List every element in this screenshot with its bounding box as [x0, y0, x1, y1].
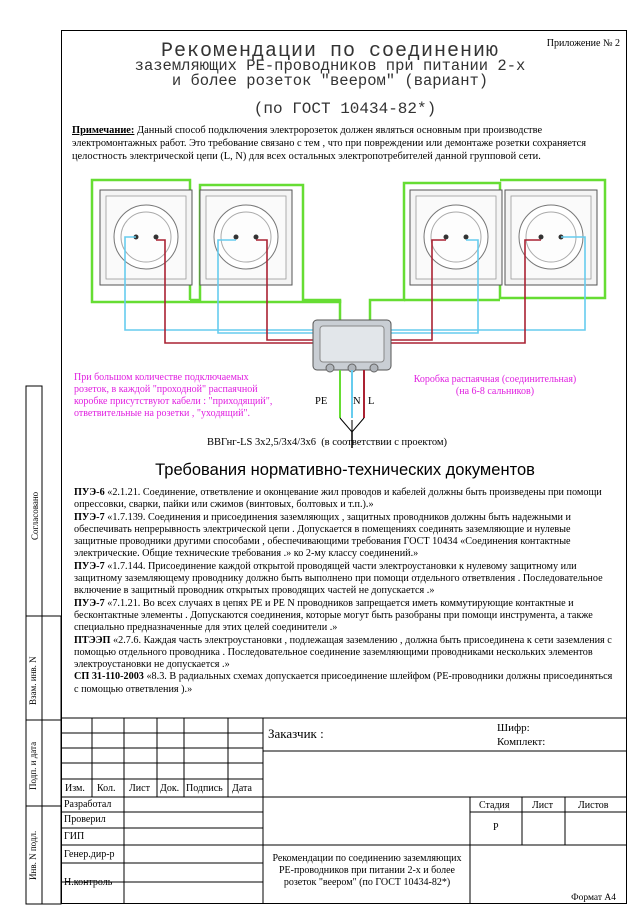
title-line-3: и более розеток "веером" (вариант): [171, 72, 489, 90]
set-label: Комплект:: [497, 736, 546, 748]
title-subtitle: (по ГОСТ 10434-82*): [253, 100, 437, 118]
requirements-title: Требования нормативно-технических документов: [155, 461, 535, 479]
box-label-line-1: Коробка распаячная (соединительная): [413, 374, 577, 385]
side-inv-orig: Инв. N подл.: [28, 830, 38, 880]
requirement-text: «2.7.6. Каждая часть электроустановки , подлежащая заземлению , должна быть присоединена к сети заземления с помощью отдельного проводника . Последовательное соединение заземляющими проводниками нескольких элементов электроустановки не допускается .»: [74, 634, 612, 671]
col-signature: Подпись: [186, 783, 223, 794]
requirement-text: «2.1.21. Соединение, ответвление и оконцевание жил проводов и кабелей должны быть произведены при помощи опрессовки, сварки, пайки или сжимов (винтовых, болтовых и т.п.).»: [74, 487, 602, 511]
cipher-label: Шифр:: [497, 722, 530, 734]
left-note-line: При большом количестве подключаемых: [74, 372, 249, 383]
requirement-code: ПУЭ-6: [74, 487, 105, 498]
note-label: Примечание:: [72, 125, 135, 136]
cable-type: ВВГнг-LS 3х2,5/3х4/3х6: [207, 437, 316, 448]
requirement-text: «1.7.139. Соединения и присоединения заземляющих , защитных проводников должны быть надежными и обеспечивать непрерывность электрической цепи . Допускается в помещениях соединять заземляющие и нулевые защитные проводники другими способами , обеспечивающими требования ГОСТ 10434 «Соединения контактные электрические. Общие технические требования .» ко 2-му классу соединений.»: [74, 511, 572, 560]
requirement-text: «1.7.144. Присоединение каждой открытой проводящей части электроустановки к нулевому защитному или защитному заземляющему проводнику должно быть выполнено при помощи отдельного ответвления . Последовательное включение в защитный проводник открытых проводящих частей не допускается .»: [74, 560, 603, 597]
title-line-1: Рекомендации по соединению: [160, 40, 500, 63]
side-sign-date: Подп. и дата: [28, 741, 38, 790]
col-dok: Док.: [160, 783, 180, 794]
left-note-line: ответвительные на розетки , "уходящий".: [74, 408, 250, 419]
role-normcontrol: Н.контроль: [64, 877, 113, 888]
role-checked: Проверил: [64, 814, 106, 825]
appendix-label: Приложение № 2: [546, 38, 620, 49]
requirement-code: ПУЭ-7: [74, 511, 105, 523]
title-line-2: заземляющих PE-проводников при питании 2-х: [134, 57, 526, 75]
stage-value: Р: [493, 822, 499, 833]
role-director: Генер.дир-р: [64, 849, 115, 860]
pe-label: PE: [315, 396, 328, 407]
col-izm: Изм.: [65, 783, 85, 794]
doc-title-block: Рекомендации по соединению заземляющих PE-проводников при питании 2-х и более розеток "веером" (по ГОСТ 10434-82*): [272, 853, 462, 888]
box-label-line-2: (на 6-8 сальников): [455, 386, 535, 397]
note-text: Данный способ подключения электророзеток должен являться основным при производстве электромонтажных работ. Это требование связано с тем , что при повреждении или демонтаже розетки сохраняется целостность электрической цепи (L, N) для всех остальных электропотребителей данной групповой сети.: [72, 125, 586, 162]
customer-label: Заказчик :: [268, 726, 324, 741]
left-note-line: коробке присутствуют кабели : "приходящий",: [74, 396, 273, 407]
requirement-text: «7.1.21. Во всех случаях в цепях РЕ и РЕ N проводников запрещается иметь коммутирующие контактные и бесконтактные элементы . Допускаются соединения, которые могут быть разобраны при помощи инструмента, а также специально предназначенные для этих целей соединители .»: [74, 597, 593, 634]
sheet-header: Лист: [532, 800, 553, 811]
requirement-code: ПУЭ-7: [74, 560, 105, 572]
requirement-text: «8.3. В радиальных схемах допускается присоединение шлейфом (РЕ-проводники должны присоединяться с помощью ответвления ).»: [74, 671, 613, 695]
role-gip: ГИП: [64, 831, 85, 842]
side-agreed: Согласовано: [30, 491, 40, 540]
format-label: Формат А4: [571, 893, 616, 903]
requirement-code: ПУЭ-7: [74, 597, 105, 609]
stage-header: Стадия: [479, 800, 510, 811]
l-label: L: [368, 396, 375, 407]
cable-note: (в соответствии с проектом): [321, 437, 448, 448]
requirement-code: ПТЭЭП: [74, 634, 111, 646]
left-note-line: розеток, в каждой "проходной" распаячной: [74, 384, 258, 395]
role-developed: Разработал: [64, 799, 112, 810]
col-kol: Кол.: [97, 783, 116, 794]
n-label: N: [353, 396, 361, 407]
requirement-code: СП 31-110-2003: [74, 671, 144, 683]
side-replace-inv: Взам. инв. N: [28, 656, 38, 705]
col-list: Лист: [129, 783, 150, 794]
col-date: Дата: [232, 783, 252, 794]
sheets-header: Листов: [578, 800, 609, 811]
